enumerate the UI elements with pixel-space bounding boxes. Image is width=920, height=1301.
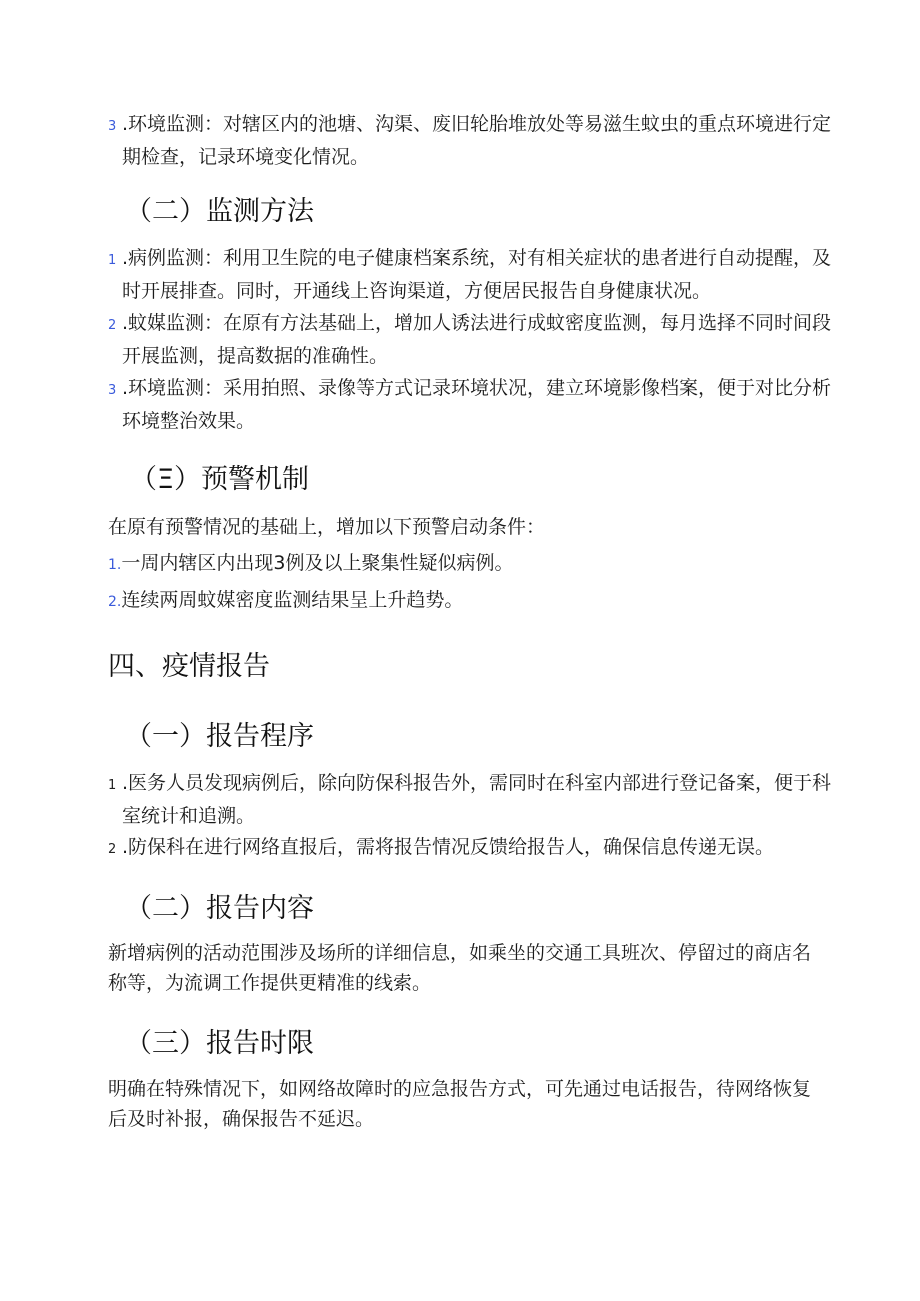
procedure-item-2 xyxy=(108,832,834,865)
heading-report-time-limit: （三）报告时限 xyxy=(125,1028,314,1059)
list-number: 2 xyxy=(108,318,117,333)
procedure-item-1 xyxy=(108,768,834,831)
section-title-epidemic-report: 四、疫情报告 xyxy=(108,651,270,682)
method-item-2 xyxy=(108,308,834,371)
env-monitor-item xyxy=(108,109,834,172)
list-number: 2. xyxy=(108,594,122,610)
heading-report-procedure: （一）报告程序 xyxy=(125,721,314,752)
list-item-text: .环境监测：采用拍照、录像等方式记录环境状况，建立环境影像档案，便于对比分析环境整治效果。 xyxy=(122,377,832,432)
list-item-text: .医务人员发现病例后，除向防保科报告外，需同时在科室内部进行登记备案，便于科室统计和追溯。 xyxy=(122,772,832,827)
heading-warning-mechanism: （Ξ）预警机制 xyxy=(130,464,310,495)
heading-monitoring-methods: （二）监测方法 xyxy=(125,196,314,227)
report-content-text: 新增病例的活动范围涉及场所的详细信息，如乘坐的交通工具班次、停留过的商店名称等，为流调工作提供更精准的线索。 xyxy=(108,942,812,994)
list-number: 1 xyxy=(108,778,117,793)
list-item-text: .环境监测：对辖区内的池塘、沟渠、废旧轮胎堆放处等易滋生蚊虫的重点环境进行定期检查，记录环境变化情况。 xyxy=(122,113,832,168)
warning-item-1 xyxy=(108,548,820,580)
warning-item-2 xyxy=(108,585,820,617)
method-item-1 xyxy=(108,243,834,306)
list-item-text: .病例监测：利用卫生院的电子健康档案系统，对有相关症状的患者进行自动提醒，及时开展排查。同时，开通线上咨询渠道，方便居民报告自身健康状况。 xyxy=(122,247,832,302)
report-time-limit-text: 明确在特殊情况下，如网络故障时的应急报告方式，可先通过电话报告，待网络恢复后及时补报，确保报告不延迟。 xyxy=(108,1078,812,1130)
list-item-text: .蚊媒监测：在原有方法基础上，增加人诱法进行成蚊密度监测，每月选择不同时间段开展监测，提高数据的准确性。 xyxy=(122,312,832,367)
list-number: 3 xyxy=(108,119,117,134)
heading-report-content: （二）报告内容 xyxy=(125,893,314,924)
list-number: 1 xyxy=(108,253,117,268)
list-number: 2 xyxy=(108,842,117,857)
list-number: 3 xyxy=(108,383,117,398)
list-item-text: 一周内辖区内出现3例及以上聚集性疑似病例。 xyxy=(121,552,514,574)
list-item-text: 连续两周蚊媒密度监测结果呈上升趋势。 xyxy=(121,589,464,611)
list-number: 1. xyxy=(108,557,122,573)
method-item-3 xyxy=(108,373,834,436)
warning-intro: 在原有预警情况的基础上，增加以下预警启动条件： xyxy=(108,516,546,538)
list-item-text: .防保科在进行网络直报后，需将报告情况反馈给报告人，确保信息传递无误。 xyxy=(122,836,775,858)
